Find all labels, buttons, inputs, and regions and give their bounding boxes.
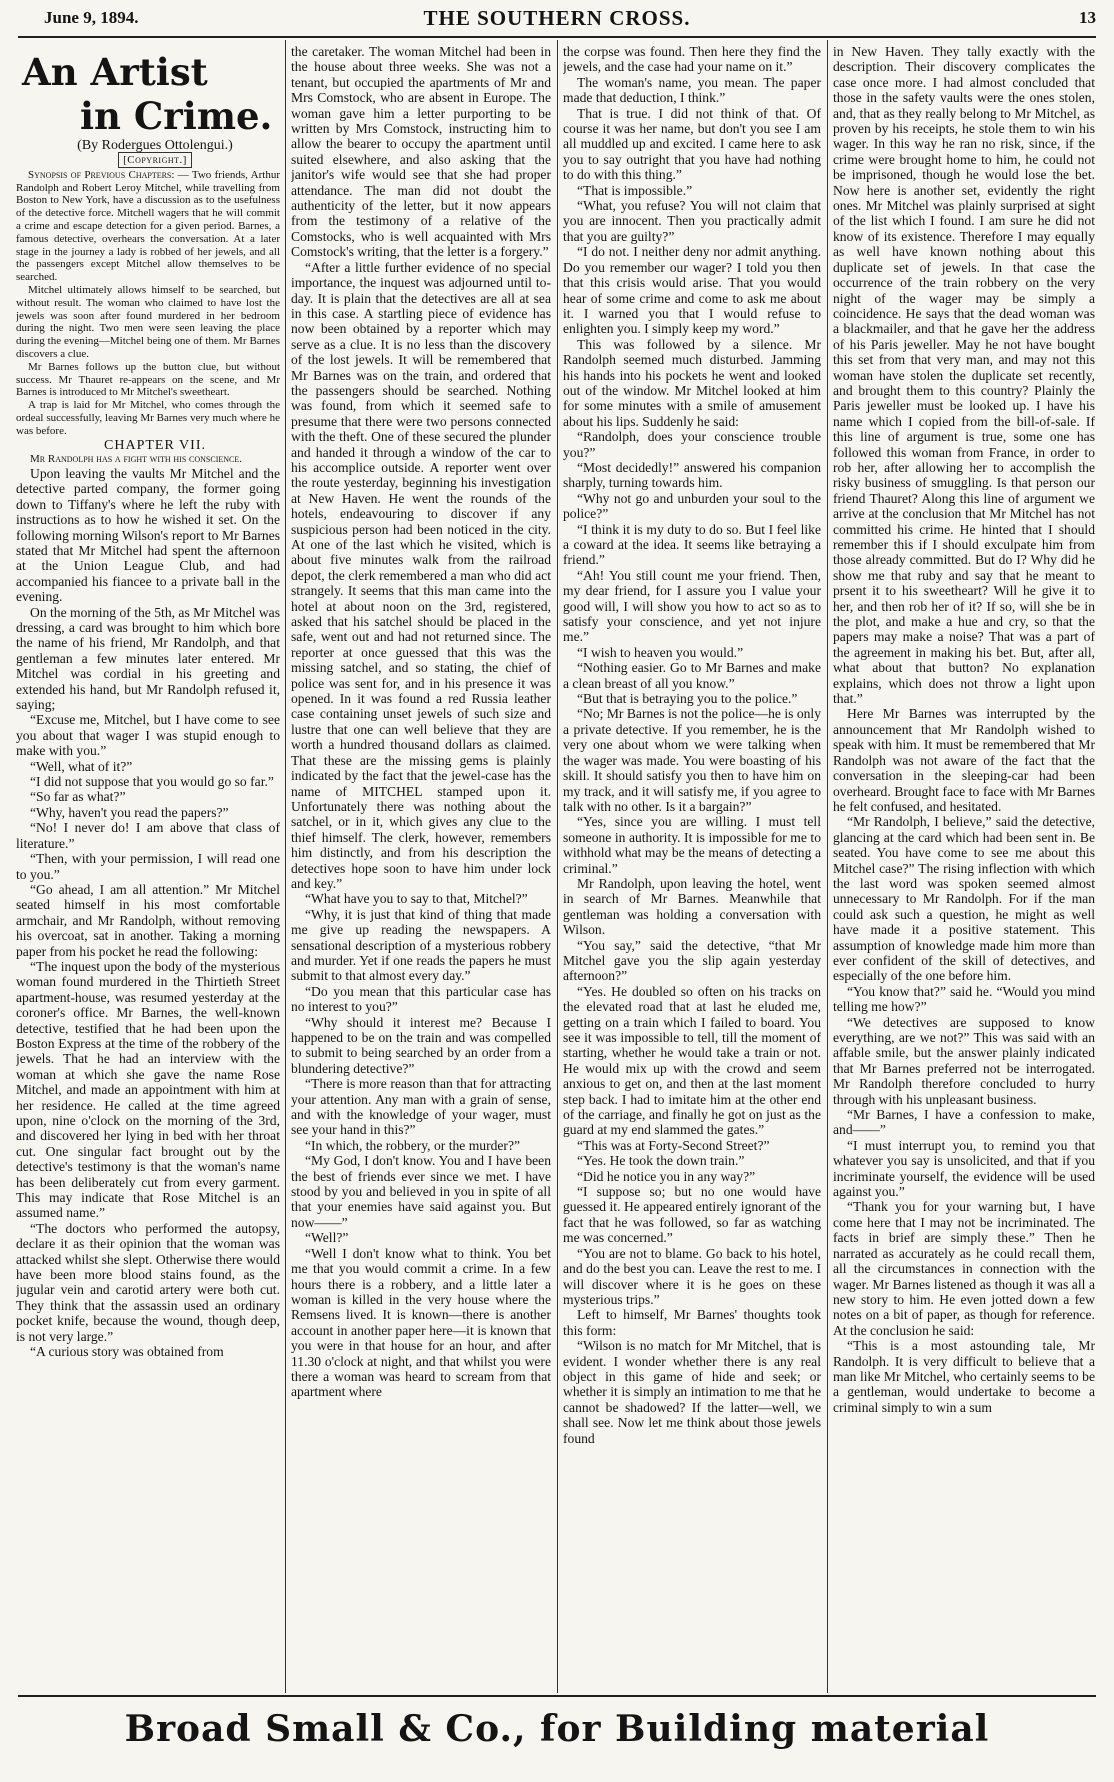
article-paragraph: Left to himself, Mr Barnes' thoughts took this form: [563,1307,821,1338]
synopsis-paragraph: Mitchel ultimately allows himself to be searched, but without result. The woman who claimed to have lost the jewels was soon after found murdered in her bedroom during the night. Two men were seen leaving the place during the evening—Mitchel being one of them. Mr Barnes discovers a clue. [16,283,280,360]
article-paragraph: “Why should it interest me? Because I happened to be on the train and was compelled to submit to being searched by an order from a blundering detective?” [291,1014,551,1076]
article-paragraph: “Randolph, does your conscience trouble you?” [563,429,821,460]
column-4-body [833,44,1095,1415]
article-paragraph: “Most decidedly!” answered his companion sharply, turning towards him. [563,459,821,491]
article-paragraph: “In which, the robbery, or the murder?” [305,1137,521,1153]
synopsis [16,169,280,438]
page-number: 13 [1079,8,1096,27]
article-paragraph: The woman's name, you mean. The paper made that deduction, I think.” [563,74,821,106]
article-paragraph: “You know that?” said he. “Would you mind telling me how?” [833,983,1095,1015]
article-paragraph: That is true. I did not think of that. Of course it was her name, but don't you see I am all muddled up and excited. I came here to ask you to say outright that you have had nothing to do with this thing.” [563,105,821,183]
bottom-rule [18,1695,1096,1697]
article-paragraph: Mr Randolph, upon leaving the hotel, went in search of Mr Barnes. Meanwhile that gentleman was holding a conversation with Wilson. [563,875,821,938]
column-4 [833,44,1095,1692]
column-divider [285,40,286,1693]
article-paragraph: “Ah! You still count me your friend. Then, my dear friend, for I assure you I value your good will, I will show you how to act so as to satisfy your conscience, and yet not injure me.” [563,567,821,645]
article-paragraph: “A curious story was obtained from [30,1344,224,1360]
column-2-body [291,44,551,1400]
article-paragraph: This was followed by a silence. Mr Randolph seemed much disturbed. Jamming his hands into his pockets he went and looked out of the window. Mr Mitchel looked at him for some minutes with a smile of amusement about his lips. Suddenly he said: [563,336,821,429]
column-3 [563,44,821,1692]
article-paragraph: “Excuse me, Mitchel, but I have come to see you about that wager I was stupid enough to make with you.” [16,712,280,759]
article-paragraph: “We detectives are supposed to know everything, are we not?” This was said with an affable smile, but the answer plainly indicated that Mr Barnes preferred not be interrogated. Mr Randolph therefore concluded to hurry through with his unpleasant business. [833,1014,1095,1107]
article-paragraph: “I do not. I neither deny nor admit anything. Do you remember our wager? I told you then that this crisis would arise. That you would hear of some crime and come to ask me about it. I warned you that I would refuse to enlighten you. I simply keep my word.” [563,244,821,337]
top-rule [18,36,1096,38]
article-paragraph: “Mr Barnes, I have a confession to make, and——” [833,1107,1095,1138]
synopsis-text: — Two friends, Arthur Randolph and Robert Leroy Mitchel, while travelling from Boston to New York, have a discussion as to the usefulness of the detective force. Mitchell wagers that he will commit a crime and escape detection for a given period. Barnes, a famous detective, overhears the conversation. At a later stage in the journey a lady is robbed of her jewels, and all the passengers except Mitchel allow themselves to be searched. [16,168,280,284]
column-1 [16,44,280,1692]
chapter-subtitle: Mr Randolph has a fight with his conscience. [30,452,243,465]
synopsis-lead: Synopsis of Previous Chapters: [28,168,175,181]
article-paragraph: “That is impossible.” [577,182,693,198]
article-paragraph: “The inquest upon the body of the mysterious woman found murdered in the Thirtieth Street apartment-house, was resumed yesterday at the coroner's office. Mr Barnes, the well-known detective, testified that he had been upon the Boston Express at the time of the robbery of the jewels. That he had an interview with the woman at which she gave the name Rose Mitchel, and made an appointment with him at her residence. He called at the time agreed upon, nine o'clock on the morning of the 3rd, and discovered her lying in bed with her throat cut. One singular fact brought out by the detective's testimony is that the woman's name has been deliberately cut from every garment. This may indicate that Rose Mitchel is an assumed name.” [16,958,280,1221]
story-title [16,50,280,138]
article-paragraph: “Well I don't know what to think. You bet me that you would commit a crime. In a few hours there is a robbery, and a little later a woman is killed in the very house where the Remsens lived. It is known—there is another account in another paper here—it is known that you were in that house for an hour, and after 11.30 o'clock at night, and that whilst you were there a woman was heard to scream from that apartment where [291,1245,551,1400]
article-paragraph: “Did he notice you in any way?” [577,1168,756,1184]
article-paragraph: “This was at Forty-Second Street?” [577,1137,770,1153]
article-paragraph: “I wish to heaven you would.” [577,644,744,660]
article-paragraph: “The doctors who performed the autopsy, declare it as their opinion that the woman was attacked whilst she slept. Otherwise there would have been more blood stains found, as the jugular vein and carotid artery were both cut. They think that the assassin used an ordinary pocket knife, because the wound, though deep, is not very large.” [16,1220,280,1344]
article-paragraph: “Mr Randolph, I believe,” said the detective, glancing at the card which had been sent in. Be seated. You have come to see me about this Mitchel case?” The rising inflection with which the last word was spoken seemed almost unnecessary to Mr Randolph. For if the man could ask such a question, he might as well have made it a positive statement. This assumption of knowledge made him more than ever confident of the skill of detectives, and especially of the one before him. [833,814,1095,984]
article-paragraph: “Thank you for your warning but, I have come here that I may not be incriminated. The facts in brief are simply these.” Then he narrated as accurately as he could recall them, all the circumstances in connection with the wager. Mr Barnes listened as though it was all a new story to him. He even jotted down a few notes on a bit of paper, as though for reference. At the conclusion he said: [833,1199,1095,1338]
synopsis-paragraph: Mr Barnes follows up the button clue, but without success. Mr Thauret re-appears on the scene, and Mr Barnes is introduced to Mr Mitchel's sweetheart. [16,360,280,399]
story-title-line-1: An Artist [22,50,208,94]
column-3-body [563,44,821,1446]
article-paragraph: “I must interrupt you, to remind you that whatever you say is unsolicited, and that if you incriminate yourself, the evidence will be used against you.” [833,1137,1095,1200]
article-paragraph: “I suppose so; but no one would have guessed it. He appeared entirely ignorant of the fact that he was followed, so far as watching me was concerned.” [563,1184,821,1246]
article-paragraph: “But that is betraying you to the police.” [577,691,798,707]
masthead [0,0,1114,40]
copyright-notice [16,153,280,168]
article-paragraph: “Why, it is just that kind of thing that made me give up reading the newspapers. A sensational description of a mysterious robbery and murder. Yet if one reads the papers he must submit to that almost every day.” [291,906,551,984]
article-paragraph: “Go ahead, I am all attention.” Mr Mitchel seated himself in his most comfortable armchair, and Mr Randolph, without removing his overcoat, sat in another. Taking a morning paper from his pocket he read the following: [16,881,280,959]
article-paragraph: “What have you to say to that, Mitchel?” [305,891,528,907]
article-paragraph: “Then, with your permission, I will read one to you.” [16,851,280,882]
story-title-line-2: in Crime. [80,94,273,138]
article-paragraph: “This is a most astounding tale, Mr Randolph. It is very difficult to believe that a man like Mr Mitchel, who certainly seems to be a gentleman, would undertake to become a criminal simply to win a sum [833,1338,1095,1415]
article-paragraph: “Why not go and unburden your soul to the police?” [563,490,821,522]
article-paragraph: in New Haven. They tally exactly with the description. Their discovery complicates the case once more. I had almost concluded that those in the safety vaults were the ones stolen, and, that as they really belong to Mr Mitchel, as proven by his receipts, he stole them to win his wager. In this way he ran no risk, since, if the crime were brought home to him, he could not be imprisoned, though he would lose the bet. Now here is another set, evidently the right ones. Mr Mitchel was plainly surprised at sight of the list which I found. I am sure he did not know of its existence. Therefore I may equally as well have known nothing about this duplicate set of jewels. In that case the occurrence of the train robbery on the very night of the wager may be simply a coincidence. He says that the dead woman was a blackmailer, and that he gave her the address of his Paris jeweller. May he not have bought this set from that very man, and may not this woman have stolen the duplicate set recently, and brought them to this country? Plainly the Paris jeweller must be looked up. I have his name which I copied from the bill-of-sale. If this line of argument is true, some one has followed this woman from France, in order to rob her, after allowing her to accomplish the risky business of smuggling. Is that person our friend Thauret? Along this line of argument we arrive at the conclusion that Mr Mitchel has not committed his crime. He hinted that I should remember this if I should exculpate him from those already committed. But do I? Why did he show me that ruby and say that he meant to prsent it to his sweetheart? Will he give it to her, and then rob her of it? If so, will she be in the plot, and make a hue and cry, so that the papers may make a noise? That was a part of the agreement in making his bet. But, after all, what about that button? No explanation explains, which does not throw a light upon that.” [833,44,1095,707]
article-paragraph: “Do you mean that this particular case has no interest to you?” [291,983,551,1015]
column-divider [557,40,558,1693]
article-paragraph: “Well, what of it?” [30,758,133,774]
article-paragraph: On the morning of the 5th, as Mr Mitchel was dressing, a card was brought to him which bore the name of his friend, Mr Randolph, and that gentleman a few minutes later entered. Mr Mitchel was cordial in his greeting and extended his hand, but Mr Randolph refused it, saying; [16,604,280,713]
synopsis-paragraph [16,169,280,284]
article-paragraph: “You are not to blame. Go back to his hotel, and do the best you can. Leave the rest to me. I will discover where it is he goes on these mysterious trips.” [563,1245,821,1307]
article-paragraph: “What, you refuse? You will not claim that you are innocent. Then you practically admit that you are guilty?” [563,198,821,244]
article-paragraph: the caretaker. The woman Mitchel had been in the house about three weeks. She was not a tenant, but occupied the apartments of Mr and Mrs Comstock, who are absent in Europe. The woman gave him a letter purporting to be written by Mrs Comstock, instructing him to allow the bearer to occupy the apartment until suited elsewhere, and also asking that the janitor's wife would see that she had proper attendance. The man did not doubt the authenticity of the letter, but it now appears from the testimony of a relative of the Comstocks, who is well acquainted with Mrs Comstock's writing, that the letter is a forgery.” [291,44,551,260]
article-paragraph: “Yes. He doubled so often on his tracks on the elevated road that at last he eluded me, getting on a train which I failed to board. You see it was impossible to tell, till the moment of starting, whether he would take a train or not. He would mix up with the crowd and seem anxious to get on, and then at the last moment step back. I had to imitate him at the other end of the carriage, and finally he got on just as the guard at my end slammed the gates.” [563,983,821,1138]
copyright-label: [Copyright.] [118,152,192,168]
article-paragraph: “So far as what?” [30,789,126,805]
newspaper-title: THE SOUTHERN CROSS. [423,6,691,30]
article-paragraph: Upon leaving the vaults Mr Mitchel and the detective parted company, the former going down to Tiffany's where he left the ruby with instructions as to how he wished it set. On the following morning Wilson's report to Mr Barnes stated that Mr Mitchel had spent the afternoon at the Union League Club, and had accompanied his fiancee to a private ball in the evening. [16,465,280,605]
article-paragraph: “I did not suppose that you would go so far.” [30,774,274,790]
article-paragraph: “Well?” [305,1230,349,1246]
article-paragraph: “Yes. He took the down train.” [577,1153,745,1169]
footer-advertisement: Broad Small & Co., for Building material [124,1708,990,1750]
synopsis-paragraph: A trap is laid for Mr Mitchel, who comes through the ordeal successfully, leaving Mr Barnes very much where he was before. [16,399,280,437]
article-paragraph: the corpse was found. Then here they find the jewels, and the case had your name on it.” [563,44,821,75]
article-paragraph: “Yes, since you are willing. I must tell someone in authority. It is impossible for me to withhold what may be the means of detecting a criminal.” [563,814,821,876]
column-2 [291,44,551,1692]
article-paragraph: “There is more reason than that for attracting your attention. Any man with a grain of sense, and with the knowledge of your wager, must see your hand in this?” [291,1076,551,1138]
article-paragraph: “Why, haven't you read the papers?” [30,804,229,820]
article-paragraph: “After a little further evidence of no special importance, the inquest was adjourned until to-day. It is plain that the detectives are all at sea in this case. A startling piece of evidence has now been obtained by a reporter which may serve as a clue. It is no less than the discovery of the lost jewels. It will be remembered that Mr Barnes was on the train, and ordered that the passengers should be searched. Nothing was found, from which it seemed safe to presume that there were two persons connected with the theft. One of these secured the plunder and handed it through a window of the car to his accomplice outside. A reporter went over the route yesterday, beginning his investigation at New Haven. He went the rounds of the hotels, endeavouring to discover if any suspicious person had been noticed in the city. At one of the last which he visited, which is about five minutes walk from the railroad depot, the clerk remembered a man who did act strangely. It seems that this man came into the hotel at about noon on the 3rd, registered, asked that his satchel should be placed in the safe, went out and had not returned since. The reporter at once guessed that this was the missing satchel, and so stating, the chief of police was sent for, and in his presence it was opened. In it was found a red Russia leather case containing unset jewels of such size and lustre that one can well believe that they are worth a hundred thousand dollars as claimed. That these are the missing gems is plainly indicated by the fact that the jewel-case has the name of MITCHEL stamped upon it. Unfortunately there was nothing about the satchel, or in it, which gives any clue to the thief himself. The clerk, however, remembers him distinctly, and from his description the detectives hope soon to have him under lock and key.” [291,259,551,891]
article-paragraph: “Wilson is no match for Mr Mitchel, that is evident. I wonder whether there is any real object in this game of hide and seek; or whether it is simply an intimation to me that he cannot be shadowed? If the latter—well, we shall see. Now let me think about those jewels found [563,1338,821,1446]
chapter-heading: CHAPTER VII. [104,437,206,453]
article-paragraph: “Nothing easier. Go to Mr Barnes and make a clean breast of all you know.” [563,660,821,691]
article-paragraph: “No! I never do! I am above that class of literature.” [16,820,280,851]
column-divider [827,40,828,1693]
article-paragraph: “You say,” said the detective, “that Mr Mitchel gave you the slip again yesterday afternoon?” [563,937,821,984]
article-paragraph: “No; Mr Barnes is not the police—he is only a private detective. If you remember, he is the very one about whom we were talking when the wager was made. You were boasting of his skill. It should satisfy you then to have him on my track, and it will satisfy me, if you agree to talk with no other. Is it a bargain?” [563,706,821,814]
issue-date: June 9, 1894. [44,8,139,27]
column-1-body [16,466,280,1360]
article-paragraph: “I think it is my duty to do so. But I feel like a coward at the idea. It seems like betraying a friend.” [563,521,821,568]
article-paragraph: Here Mr Barnes was interrupted by the announcement that Mr Randolph wished to speak with him. It must be remembered that Mr Randolph was not aware of the fact that the conversation in the sleeping-car had been overheard. Brought face to face with Mr Barnes he felt confused, and hesitated. [833,706,1095,814]
article-paragraph: “My God, I don't know. You and I have been the best of friends ever since we met. I have stood by you and believed in you in spite of all that your enemies have said against you. But now——” [291,1153,551,1230]
byline: (By Rodergues Ottolengui.) [77,138,233,153]
